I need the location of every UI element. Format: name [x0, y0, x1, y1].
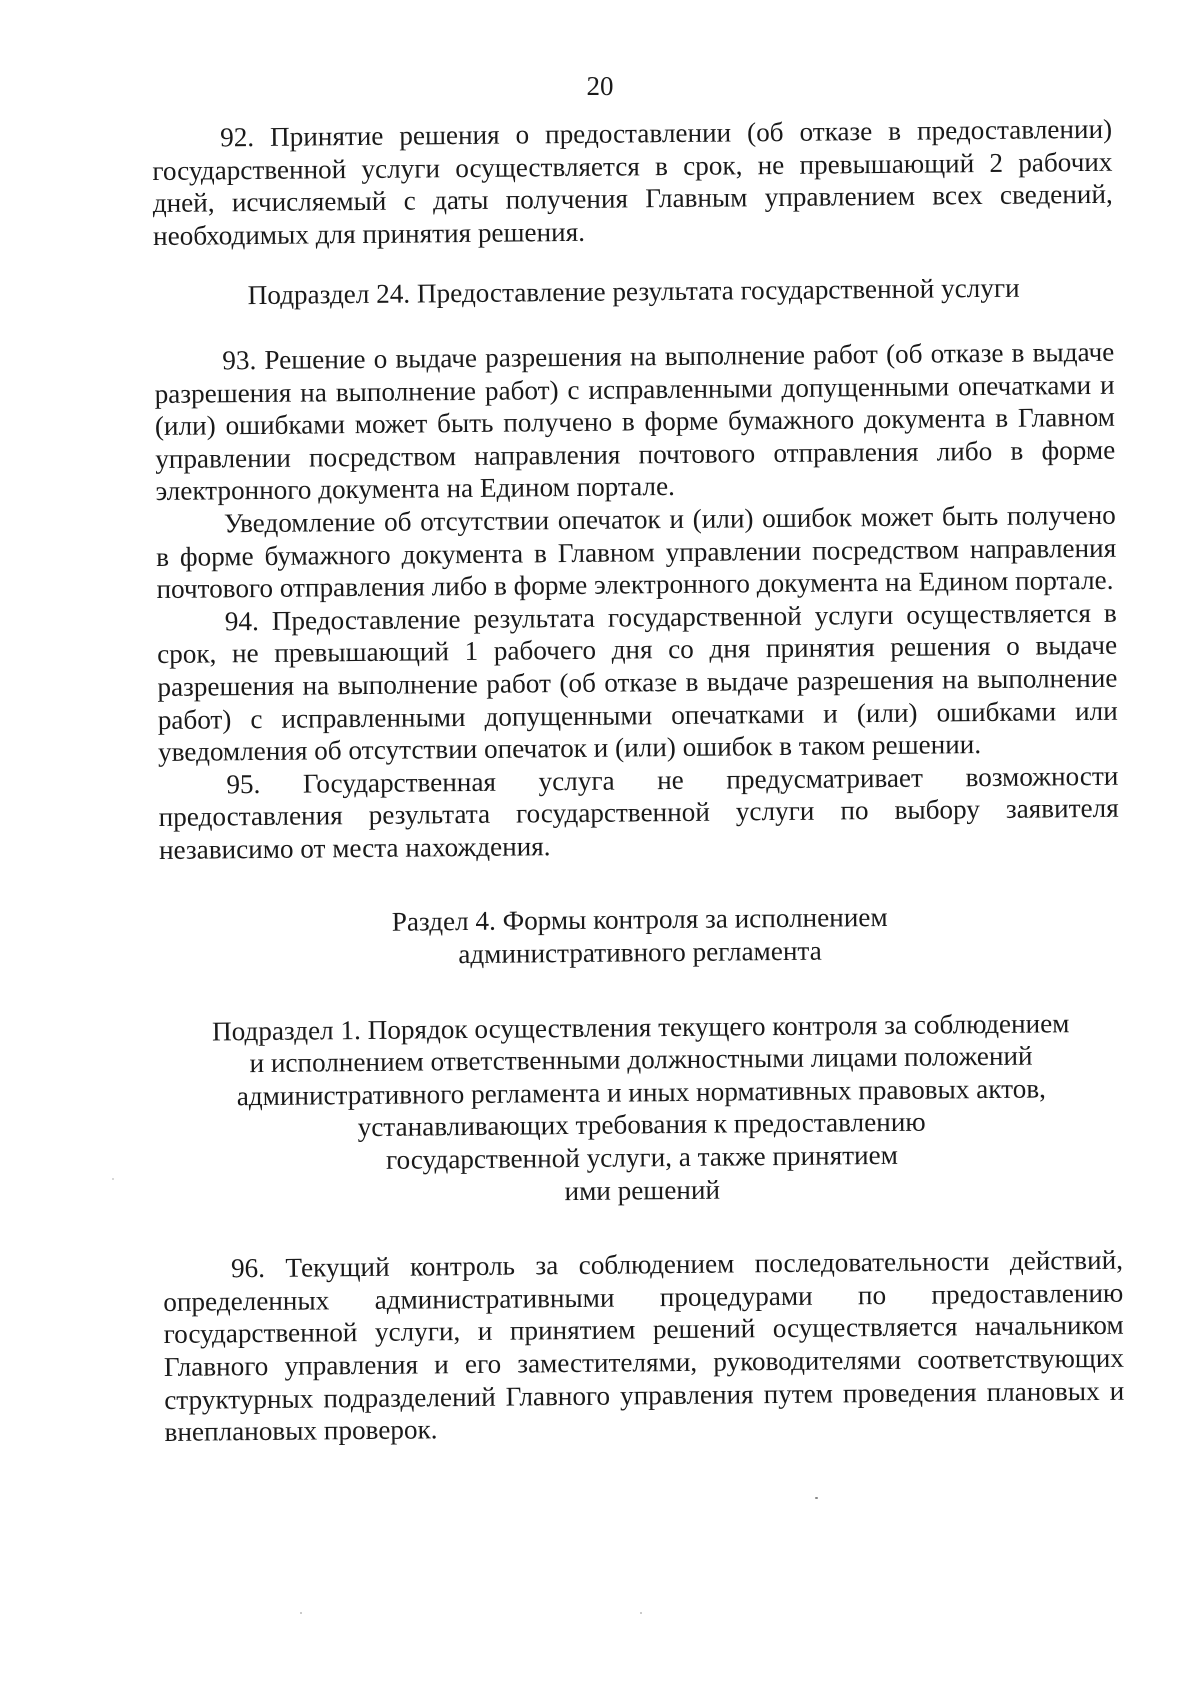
- subsection-24-heading: Подраздел 24. Предоставление результата государственной услуги: [247, 273, 1020, 311]
- subsection-1-heading: [161, 1006, 1123, 1211]
- section-4-heading-line: Раздел 4. Формы контроля за исполнением: [391, 902, 888, 938]
- section-4-heading: [160, 899, 1121, 973]
- scan-speck: [112, 1178, 114, 1180]
- scan-speck: [300, 1612, 302, 1614]
- paragraph-notification: Уведомление об отсутствии опечаток и (или) ошибок может быть получено в форме бумажного документа в Главном управлении посредством направления почтового отправления либо в форме электронного документа на Едином портале.: [156, 499, 1117, 605]
- paragraph-95: 95. Государственная услуга не предусматривает возможности предоставления результата государственной услуги по выбору заявителя независимо от места нахождения.: [158, 760, 1119, 865]
- subsection-1-heading-line: и исполнением ответственными должностными лицами положений: [249, 1040, 1033, 1079]
- scan-speck: [815, 1497, 818, 1499]
- paragraph-96: 96. Текущий контроль за соблюдением последовательности действий, определенных административными процедурами по предоставлению государственной услуги, и принятием решений осуществляется начальником Главного управления и его заместителями, руководителями соответствующих структурных подразделений Главного управления путем проведения плановых и внеплановых проверок.: [163, 1244, 1125, 1448]
- subsection-1-heading-line: ими решений: [564, 1174, 721, 1206]
- subsection-1-heading-line: Подраздел 1. Порядок осуществления текущего контроля за соблюдением: [211, 1007, 1070, 1047]
- paragraph-94: 94. Предоставление результата государственной услуги осуществляется в срок, не превышающий 1 рабочего дня со дня принятия решения о выдаче разрешения на выполнение работ (об отказе в выдаче разрешения на выполнение работ) с исправленными допущенными опечатками и (или) ошибками или уведомления об отсутствии опечаток и (или) ошибок в таком решении.: [156, 597, 1118, 768]
- paragraph-92: 92. Принятие решения о предоставлении (об отказе в предоставлении) государственной услуги осуществляется в срок, не превышающий 2 рабочих дней, исчисляемый с даты получения Главным управлением всех сведений, необходимых для принятия решения.: [152, 113, 1113, 251]
- page-number: 20: [586, 71, 614, 101]
- subsection-1-heading-line: административного регламента и иных нормативных правовых актов,: [236, 1073, 1047, 1112]
- subsection-1-heading-line: государственной услуги, а также принятием: [385, 1139, 898, 1175]
- section-4-heading-line: административного регламента: [458, 935, 822, 970]
- document-body: [152, 113, 1125, 1449]
- scan-speck: [640, 1612, 642, 1614]
- subsection-1-heading-line: устанавливающих требования к предоставлению: [357, 1107, 926, 1143]
- paragraph-93: 93. Решение о выдаче разрешения на выполнение работ (об отказе в выдаче разрешения на выполнение работ) с исправленными допущенными опечатками и (или) ошибками может быть получено в форме бумажного документа в Главном управлении посредством направления почтового отправления либо в форме электронного документа на Едином портале.: [154, 336, 1116, 507]
